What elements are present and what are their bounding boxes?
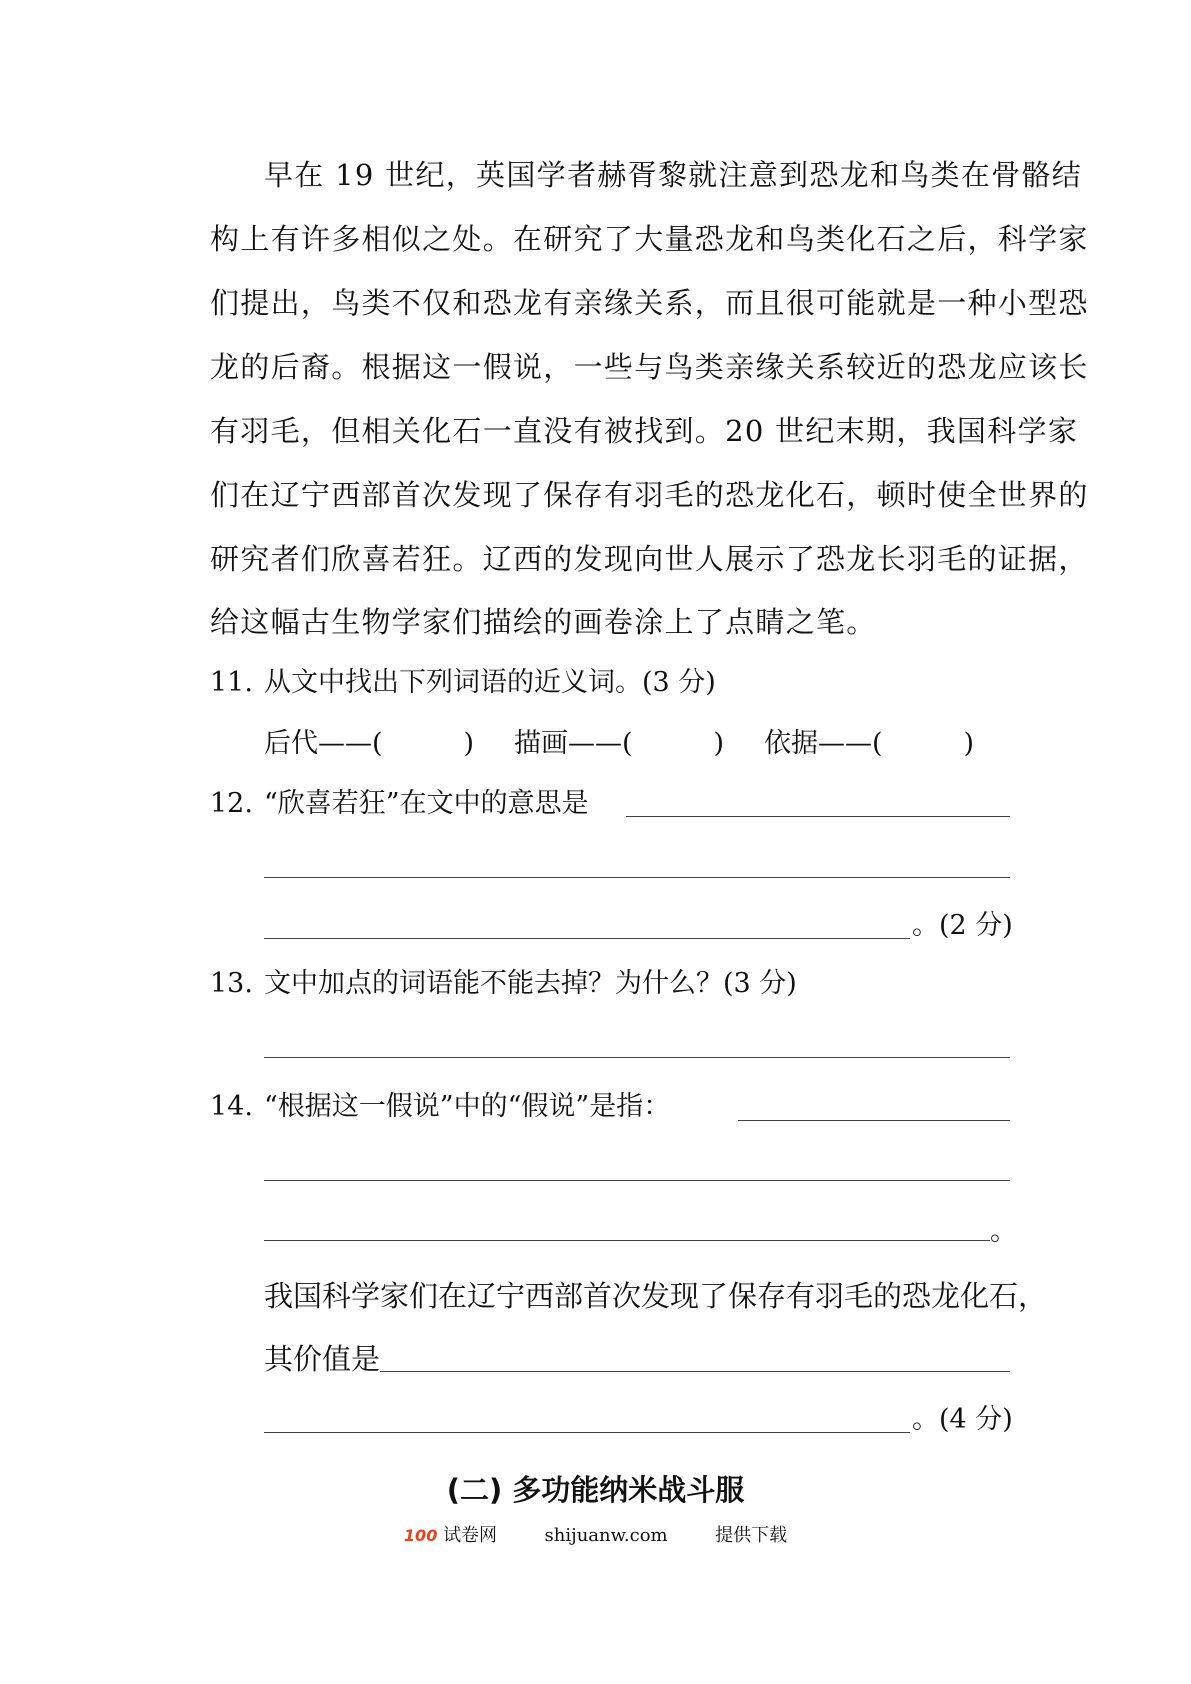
question-14-number: 14. — [210, 1091, 253, 1122]
answer-line[interactable] — [626, 816, 1010, 817]
answer-line[interactable] — [738, 1120, 1010, 1121]
passage-line: 构上有许多相似之处。在研究了大量恐龙和鸟类化石之后，科学家 — [210, 222, 1089, 256]
question-12-score: 。(2 分) — [912, 910, 1013, 941]
question-13-number: 13. — [210, 968, 253, 999]
synonym-item-houdai[interactable]: 后代——( ) — [264, 728, 475, 759]
passage-line: 有羽毛，但相关化石一直没有被找到。20 世纪末期，我国科学家 — [210, 414, 1079, 448]
passage-line: 龙的后裔。根据这一假说，一些与鸟类亲缘关系较近的恐龙应该长 — [210, 350, 1089, 384]
passage-line: 早在 19 世纪，英国学者赫胥黎就注意到恐龙和鸟类在骨骼结 — [264, 158, 1083, 192]
synonym-item-yiju[interactable]: 依据——( ) — [764, 728, 975, 759]
passage-line: 们在辽宁西部首次发现了保存有羽毛的恐龙化石，顿时使全世界的 — [210, 478, 1089, 512]
answer-line[interactable] — [380, 1371, 1010, 1372]
answer-line[interactable] — [264, 1057, 1010, 1058]
question-14-value-label: 其价值是 — [264, 1342, 381, 1376]
download-note: 提供下载 — [715, 1525, 788, 1546]
answer-line[interactable] — [264, 1180, 1010, 1181]
answer-line[interactable] — [264, 1432, 910, 1433]
section-title: (二) 多功能纳米战斗服 — [446, 1473, 745, 1507]
question-11-number: 11. — [210, 667, 253, 698]
question-13-text: 文中加点的词语能不能去掉？为什么？(3 分) — [264, 968, 797, 999]
question-14-text: “根据这一假说”中的“假说”是指： — [264, 1091, 671, 1122]
passage-line: 们提出，鸟类不仅和恐龙有亲缘关系，而且很可能就是一种小型恐 — [210, 286, 1089, 320]
footer-watermark — [0, 1527, 1191, 1545]
answer-line[interactable] — [264, 877, 1010, 878]
question-12-text: “欣喜若狂”在文中的意思是 — [264, 788, 589, 819]
question-11-text: 从文中找出下列词语的近义词。(3 分) — [264, 667, 716, 698]
site-logo: 100 — [403, 1526, 438, 1545]
synonym-item-miaohua[interactable]: 描画——( ) — [514, 728, 725, 759]
answer-line[interactable] — [264, 938, 910, 939]
question-14-line-end: 。 — [990, 1216, 1017, 1247]
site-name: 试卷网 — [443, 1525, 498, 1546]
question-12-number: 12. — [210, 788, 253, 819]
question-14-subtext: 我国科学家们在辽宁西部首次发现了保存有羽毛的恐龙化石， — [264, 1279, 1048, 1313]
site-url[interactable]: shijuanw.com — [544, 1525, 668, 1546]
passage-line: 给这幅古生物学家们描绘的画卷涂上了点睛之笔。 — [210, 605, 877, 639]
question-14-score: 。(4 分) — [912, 1404, 1013, 1435]
answer-line[interactable] — [264, 1240, 990, 1241]
passage-line: 研究者们欣喜若狂。辽西的发现向世人展示了恐龙长羽毛的证据， — [210, 542, 1089, 576]
